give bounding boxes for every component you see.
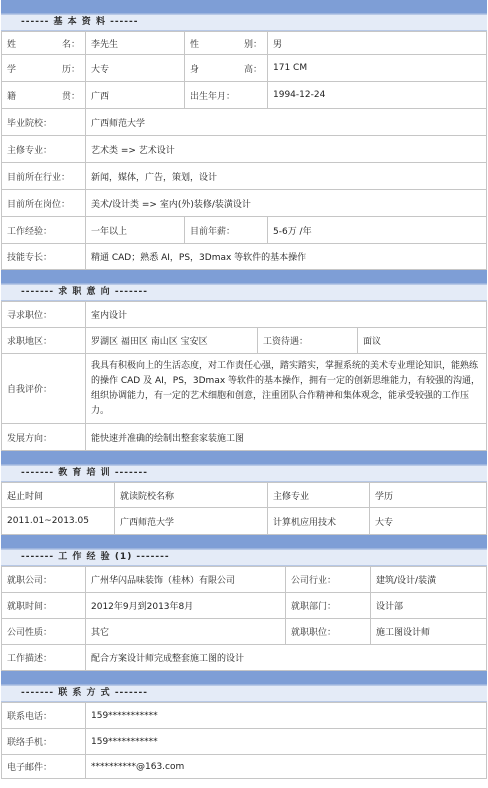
target-position-label: 寻求职位： [2,302,86,328]
contact-header: ------- 联 系 方 式 ------- [1,685,487,702]
education-col-period: 起止时间 [2,483,115,508]
name-value: 李先生 [86,32,185,55]
company-label: 就职公司： [2,567,86,593]
birth-value: 1994-12-24 [268,82,487,109]
direction-value: 能快速并准确的绘制出整套家装施工图 [86,424,487,451]
phone-value: 159*********** [86,703,487,729]
job-intention-table [1,301,487,451]
phone-label: 联系电话： [2,703,86,729]
work-experience-table [1,566,487,671]
section-bar [1,270,487,284]
skills-value: 精通 CAD；熟悉 AI，PS，3Dmax 等软件的基本操作 [86,244,487,270]
education-label: 学 历： [2,55,86,82]
salary-value: 5-6万 /年 [268,217,487,244]
skills-label: 技能专长： [2,244,86,270]
education-col-degree: 学历 [370,483,487,508]
basic-info-table [1,31,487,270]
gender-value: 男 [268,32,487,55]
work-time-label: 就职时间： [2,593,86,619]
pay-value: 面议 [358,328,487,354]
basic-info-header: ------ 基 本 资 料 ------ [1,14,487,31]
work-description-value: 配合方案设计师完成整套施工图的设计 [86,645,487,671]
work-experience-header: ------- 工 作 经 验 (1) ------- [1,549,487,566]
job-intention-header: ------- 求 职 意 向 ------- [1,284,487,301]
section-bar [1,0,487,14]
direction-label: 发展方向： [2,424,86,451]
position-value: 美术/设计类 => 室内(外)装修/装潢设计 [86,190,487,217]
area-value: 罗湖区 福田区 南山区 宝安区 [86,328,258,354]
height-value: 171 CM [268,55,487,82]
work-time-value: 2012年9月到2013年8月 [86,593,286,619]
mobile-value: 159*********** [86,729,487,755]
company-nature-label: 公司性质： [2,619,86,645]
table-row [2,508,487,535]
job-title-value: 施工图设计师 [371,619,487,645]
contact-table [1,702,487,779]
education-period: 2011.01~2013.05 [2,508,115,535]
company-nature-value: 其它 [86,619,286,645]
position-label: 目前所在岗位： [2,190,86,217]
work-description-label: 工作描述： [2,645,86,671]
school-label: 毕业院校： [2,109,86,136]
section-bar [1,451,487,465]
email-value: **********@163.com [86,755,487,779]
resume-page [1,0,487,786]
experience-value: 一年以上 [86,217,185,244]
education-table [1,482,487,535]
company-value: 广州华闪品味装饰（桂林）有限公司 [86,567,286,593]
education-header: ------- 教 育 培 训 ------- [1,465,487,482]
self-evaluation-value: 我具有积极向上的生活态度，对工作责任心强，踏实踏实，掌握系统的美术专业理论知识，能熟练的操作 CAD 及 AI，PS，3Dmax 等软件的基本操作，拥有一定的创新思维能力，有较强的沟通，组织协调能力，有一定的艺术细胞和创意，注重团队合作精神和集体观念，能承受较强的工作压力。 [86,354,487,424]
gender-label: 性 别： [185,32,268,55]
salary-label: 目前年薪： [185,217,268,244]
department-value: 设计部 [371,593,487,619]
section-bar [1,671,487,685]
mobile-label: 联络手机： [2,729,86,755]
company-industry-value: 建筑/设计/装潢 [371,567,487,593]
pay-label: 工资待遇： [258,328,358,354]
job-title-label: 就职职位： [286,619,371,645]
birth-label: 出生年月： [185,82,268,109]
origin-label: 籍 贯： [2,82,86,109]
experience-label: 工作经验： [2,217,86,244]
education-col-major: 主修专业 [268,483,370,508]
company-industry-label: 公司行业： [286,567,371,593]
email-label: 电子邮件： [2,755,86,779]
education-col-school: 就读院校名称 [115,483,268,508]
self-evaluation-label: 自我评价： [2,354,86,424]
target-position-value: 室内设计 [86,302,487,328]
education-major: 计算机应用技术 [268,508,370,535]
area-label: 求职地区： [2,328,86,354]
height-label: 身 高： [185,55,268,82]
industry-value: 新闻，媒体，广告，策划，设计 [86,163,487,190]
education-school: 广西师范大学 [115,508,268,535]
education-degree: 大专 [370,508,487,535]
major-label: 主修专业： [2,136,86,163]
education-header-row [2,483,487,508]
section-bar [1,535,487,549]
school-value: 广西师范大学 [86,109,487,136]
industry-label: 目前所在行业： [2,163,86,190]
name-label: 姓 名： [2,32,86,55]
major-value: 艺术类 => 艺术设计 [86,136,487,163]
department-label: 就职部门： [286,593,371,619]
education-value: 大专 [86,55,185,82]
origin-value: 广西 [86,82,185,109]
